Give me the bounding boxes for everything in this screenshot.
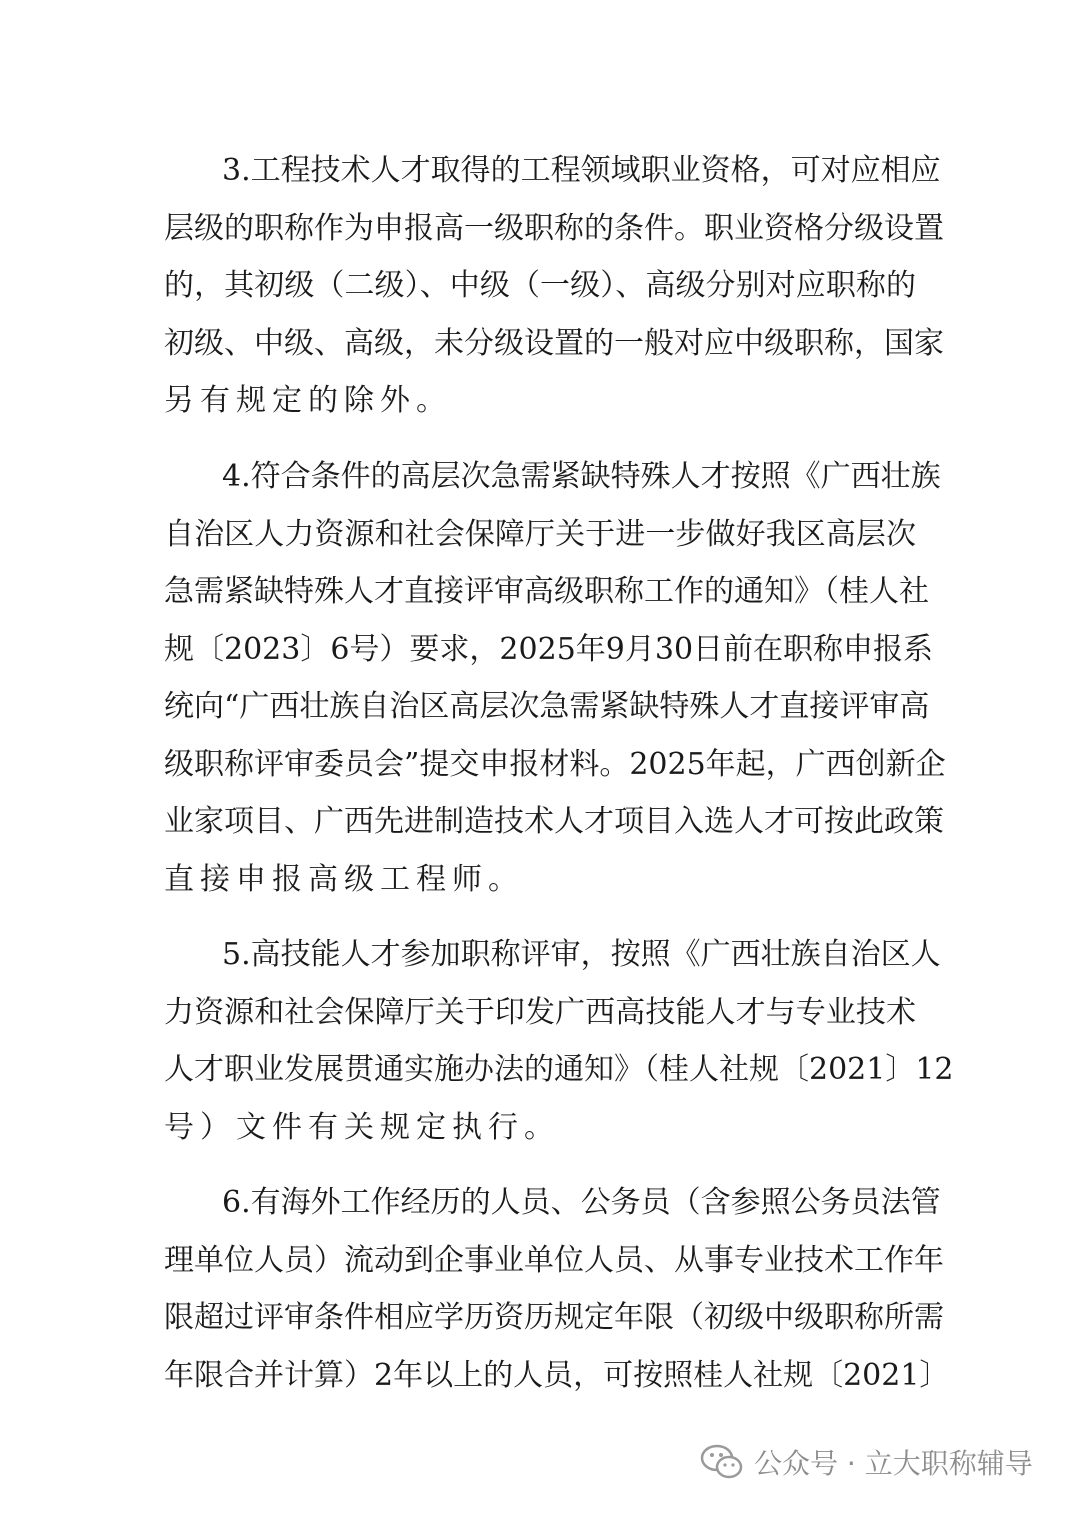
text-line: 层级的职称作为申报高一级职称的条件。职业资格分级设置 [164,210,944,246]
watermark-text: 公众号 · 立大职称辅导 [754,1447,1033,1480]
text-line: 的，其初级（二级）、中级（一级）、高级分别对应职称的 [164,268,916,303]
text-line: 业家项目、广西先进制造技术人才项目入选人才可按此政策 [164,804,944,839]
text-line: 级职称评审委员会”提交申报材料。2025年起，广西创新企 [164,746,946,782]
text-line: 初级、中级、高级，未分级设置的一般对应中级职称，国家 [164,325,944,361]
text-line: 另有规定的除外。 [164,383,452,418]
text-line: 急需紧缺特殊人才直接评审高级职称工作的通知》（桂人社 [164,574,929,609]
text-line: 统向“广西壮族自治区高层次急需紧缺特殊人才直接评审高 [164,689,930,724]
paragraph-item-3 [164,142,944,430]
paragraph-item-5 [164,926,954,1156]
text-line: 3.工程技术人才取得的工程领域职业资格，可对应相应 [222,153,941,188]
text-line: 力资源和社会保障厅关于印发广西高技能人才与专业技术 [164,994,916,1030]
text-line: 4.符合条件的高层次急需紧缺特殊人才按照《广西壮族 [222,459,941,494]
wechat-icon [700,1442,744,1482]
text-line: 5.高技能人才参加职称评审，按照《广西壮族自治区人 [222,937,941,972]
text-line: 年限合并计算）2年以上的人员，可按照桂人社规〔2021〕 [164,1357,950,1393]
text-line: 理单位人员）流动到企事业单位人员、从事专业技术工作年 [164,1242,944,1278]
text-line: 直接申报高级工程师。 [164,861,524,897]
text-line: 限超过评审条件相应学历资历规定年限（初级中级职称所需 [164,1300,944,1335]
text-line: 人才职业发展贯通实施办法的通知》（桂人社规〔2021〕12 [164,1052,954,1087]
text-line: 6.有海外工作经历的人员、公务员（含参照公务员法管 [222,1185,941,1220]
text-line: 自治区人力资源和社会保障厅关于进一步做好我区高层次 [164,516,916,552]
watermark [700,1432,1033,1492]
paragraph-item-4 [164,448,946,908]
paragraph-item-6 [164,1174,950,1404]
text-line: 号）文件有关规定执行。 [164,1109,560,1145]
text-line: 规〔2023〕6号）要求，2025年9月30日前在职称申报系 [164,631,934,667]
